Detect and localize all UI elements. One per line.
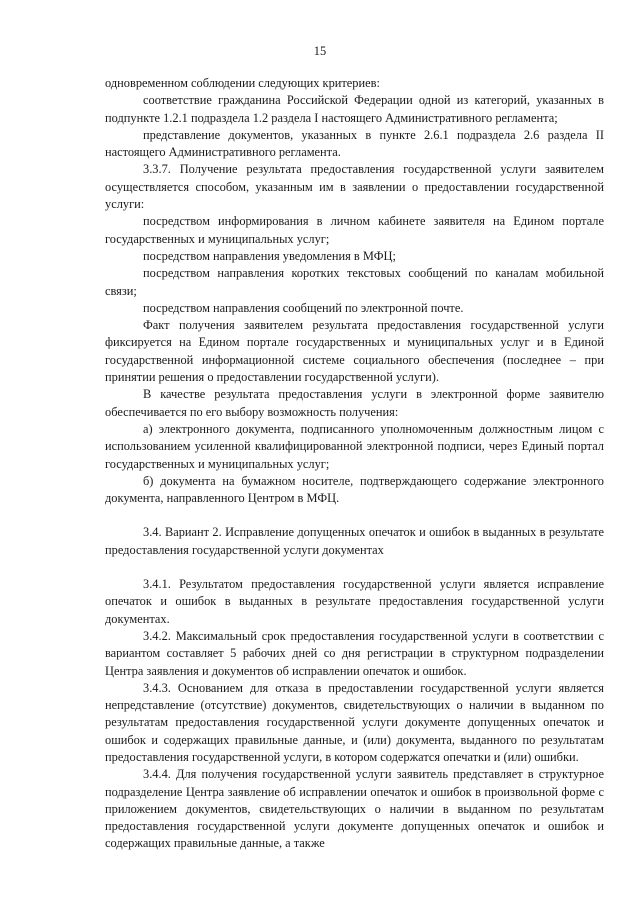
paragraph: В качестве результата предоставления услуги в электронной форме заявителю обеспечивается по его выбору возможность получения:	[105, 387, 604, 419]
paragraph: 3.4.4. Для получения государственной услуги заявитель представляет в структурное подразделение Центра заявление об исправлении опечаток и ошибок в произвольной форме с приложением документов, свидетельствующих о наличии в выданном по результатам предоставления государственной услуги документе допущенных опечаток и ошибок и содержащих правильные данные, а также	[105, 767, 604, 851]
paragraph-spacer	[105, 559, 604, 576]
paragraph: 3.4.2. Максимальный срок предоставления государственной услуги в соответствии с вариантом составляет 5 рабочих дней со дня регистрации в структурном подразделении Центра заявления и документов об исправлении опечаток и ошибок.	[105, 628, 604, 678]
paragraph: 3.4. Вариант 2. Исправление допущенных опечаток и ошибок в выданных в результате предоставления государственной услуги документах	[105, 525, 604, 557]
paragraph: посредством направления уведомления в МФЦ;	[143, 248, 396, 263]
paragraph: Факт получения заявителем результата предоставления государственной услуги фиксируется на Едином портале государственных и муниципальных услуг и в Единой государственной информационной системе социального обеспечения (последнее – при принятии решения о предоставлении государственной услуги).	[105, 318, 604, 385]
paragraph: соответствие гражданина Российской Федерации одной из категорий, указанных в подпункте 1.2.1 подраздела 1.2 раздела I настоящего Административного регламента;	[105, 93, 604, 125]
paragraph: посредством информирования в личном кабинете заявителя на Едином портале государственных и муниципальных услуг;	[105, 214, 604, 246]
paragraph: одновременном соблюдении следующих критериев:	[105, 76, 380, 90]
paragraph: 3.4.1. Результатом предоставления государственной услуги является исправление опечаток и ошибок в выданных в результате предоставления государственной услуги документах.	[105, 577, 604, 626]
paragraph: посредством направления коротких текстовых сообщений по каналам мобильной связи;	[105, 266, 604, 298]
paragraph: а) электронного документа, подписанного уполномоченным должностным лицом с использованием усиленной квалифицированной электронной подписи, через Единый портал государственных и муниципальных услуг;	[105, 421, 604, 471]
paragraph: представление документов, указанных в пункте 2.6.1 подраздела 2.6 раздела II настоящего Административного регламента.	[105, 127, 604, 160]
paragraph: посредством направления сообщений по электронной почте.	[143, 300, 464, 315]
paragraph: 3.3.7. Получение результата предоставления государственной услуги заявителем осуществляется способом, указанным им в заявлении о предоставлении государственной услуги:	[105, 162, 604, 212]
paragraph: б) документа на бумажном носителе, подтверждающего содержание электронного документа, направленного Центром в МФЦ.	[105, 473, 604, 506]
paragraph-spacer	[105, 507, 604, 524]
paragraph: 3.4.3. Основанием для отказа в предоставлении государственной услуги является непредставление (отсутствие) документов, свидетельствующих о наличии в выданном по результатам предоставления государственной услуги документе допущенных опечаток и ошибок и содержащих правильные данные, и (или) документа, выданного по результатам предоставления государственной услуги, в котором содержатся опечатки и (или) ошибки.	[105, 680, 604, 764]
document-body	[105, 75, 604, 853]
page-number: 15	[313, 44, 327, 58]
